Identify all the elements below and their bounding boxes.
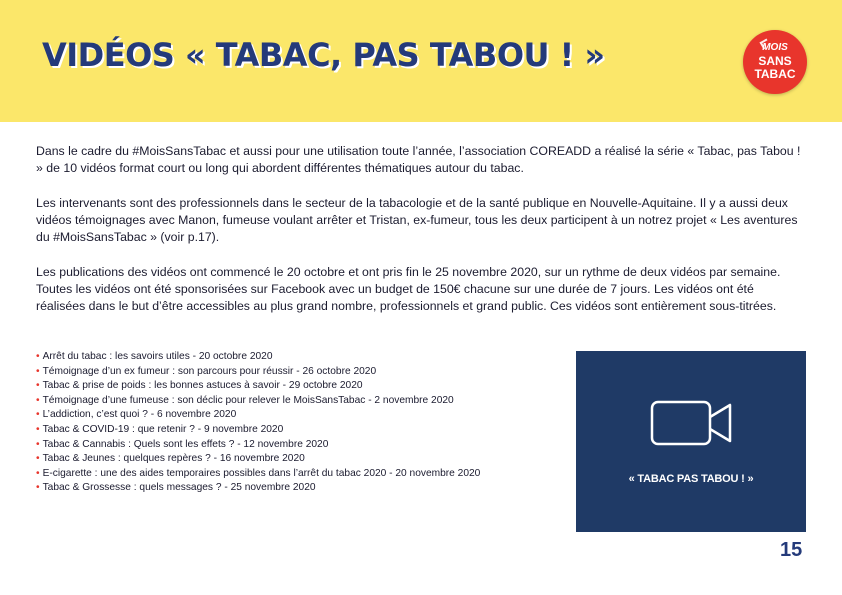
video-list — [36, 350, 546, 496]
logo-line-3: TABAC — [754, 67, 796, 81]
video-title: Tabac & Grossesse : quels messages ? - 25 novembre 2020 — [42, 482, 316, 494]
bullet-icon: • — [36, 438, 40, 450]
video-title: L’addiction, c’est quoi ? - 6 novembre 2020 — [42, 409, 237, 421]
list-item — [36, 423, 546, 438]
video-title: Tabac & Cannabis : Quels sont les effets ? - 12 novembre 2020 — [42, 438, 329, 450]
bullet-icon: • — [36, 394, 40, 406]
list-item — [36, 452, 546, 467]
video-title: E-cigarette : une des aides temporaires possibles dans l’arrêt du tabac 2020 - 20 novembre 2020 — [42, 467, 481, 479]
video-title: Arrêt du tabac : les savoirs utiles - 20 octobre 2020 — [42, 351, 273, 362]
bullet-icon: • — [36, 482, 40, 494]
intro-paragraph: Dans le cadre du #MoisSansTabac et aussi pour une utilisation toute l’année, l’association COREADD a réalisé la série « Tabac, pas Tabou ! » de 10 vidéos format court ou long qui abordent différentes thématiques autour du tabac. — [36, 144, 801, 175]
page-title: VIDÉOS « TABAC, PAS TABOU ! » — [42, 36, 605, 74]
page-header — [0, 0, 842, 122]
publication-paragraph: Les publications des vidéos ont commencé le 20 octobre et ont pris fin le 25 novembre 2020, sur un rythme de deux vidéos par semaine. Toutes les vidéos ont été sponsorisées sur Facebook avec un budget de 150€ chacune sur une durée de 7 jours. Les vidéos ont été réalisées dans le but d’être accessibles au plus grand nombre, professionnels et grand public. Ces vidéos sont entièrement sous-titrées. — [36, 265, 781, 313]
list-item — [36, 379, 546, 394]
video-title: Témoignage d’un ex fumeur : son parcours pour réussir - 26 octobre 2020 — [42, 365, 377, 377]
video-title: Témoignage d’une fumeuse : son déclic pour relever le MoisSansTabac - 2 novembre 2020 — [42, 394, 454, 406]
list-item — [36, 365, 546, 380]
list-item — [36, 408, 546, 423]
list-item — [36, 394, 546, 409]
logo-line-2: SANS — [758, 54, 792, 68]
video-card[interactable] — [576, 351, 806, 532]
speakers-paragraph: Les intervenants sont des professionnels dans le secteur de la tabacologie et de la santé publique en Nouvelle-Aquitaine. Il y a aussi deux vidéos témoignages avec Manon, fumeuse voulant arrêter et Tristan, ex-fumeur, tous les deux participent à un notrez projet « Les aventures du #MoisSansTabac » (voir p.17). — [36, 196, 798, 244]
bullet-icon: • — [36, 467, 40, 479]
mois-sans-tabac-logo — [743, 30, 807, 94]
bullet-icon: • — [36, 423, 40, 435]
bullet-icon: • — [36, 380, 40, 392]
list-item — [36, 467, 546, 482]
video-card-caption: « TABAC PAS TABOU ! » — [628, 473, 754, 485]
bullet-icon: • — [36, 365, 40, 377]
video-title: Tabac & COVID-19 : que retenir ? - 9 novembre 2020 — [42, 423, 284, 435]
video-camera-icon — [650, 400, 734, 446]
video-title: Tabac & prise de poids : les bonnes astuces à savoir - 29 octobre 2020 — [42, 380, 363, 392]
bullet-icon: • — [36, 453, 40, 465]
page-number: 15 — [780, 539, 803, 561]
bullet-icon: • — [36, 351, 40, 362]
list-item — [36, 438, 546, 453]
video-title: Tabac & Jeunes : quelques repères ? - 16 novembre 2020 — [42, 453, 305, 465]
logo-line-1: MOIS — [762, 42, 788, 53]
list-item — [36, 350, 546, 365]
bullet-icon: • — [36, 409, 40, 421]
list-item — [36, 481, 546, 496]
